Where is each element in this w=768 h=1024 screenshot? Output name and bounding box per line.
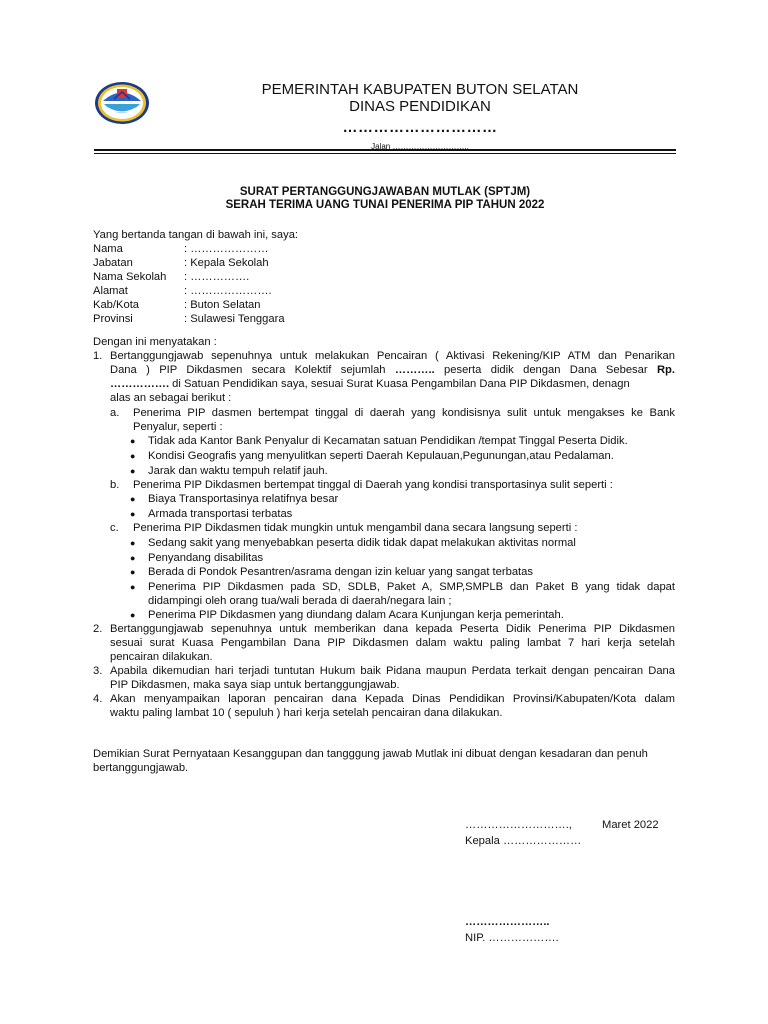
list-item: Sedang sakit yang menyebabkan peserta didik tidak dapat melakukan aktivitas normal [148, 537, 576, 549]
item1-line: alas an sebagai berikut : [110, 392, 232, 404]
identity-value: : …………………. [184, 285, 272, 297]
closing-line: bertanggungjawab. [93, 762, 189, 774]
sub-a-line: Penyalur, seperti : [133, 421, 223, 433]
amount-placeholder: ……………. [110, 378, 170, 390]
bullet-icon: ● [130, 538, 136, 548]
identity-label: Kab/Kota [93, 299, 140, 311]
sub-a-line: Penerima PIP dasmen bertempat tinggal di daerah yang kondisisnya sulit untuk mengakses ke Bank [133, 407, 675, 419]
item3-line: PIP Dikdasmen, maka saya siap untuk bertanggungjawab. [110, 679, 400, 691]
identity-row [93, 312, 285, 326]
identity-label: Jabatan [93, 257, 133, 269]
buton-selatan-emblem-logo [94, 80, 150, 126]
item2-line: pencairan dilakukan. [110, 651, 213, 663]
identity-value: : Buton Selatan [184, 299, 261, 311]
signature-place: ………………………., [465, 819, 572, 831]
currency-label: Rp. [656, 364, 675, 376]
letterhead-rule-thin [94, 153, 676, 154]
signature-role: Kepala ………………… [465, 835, 582, 847]
document-title: SURAT PERTANGGUNGJAWABAN MUTLAK (SPTJM) [239, 186, 531, 198]
list-item: Penyandang disabilitas [148, 552, 264, 564]
bullet-icon: ● [130, 451, 136, 461]
school-name-placeholder: ………………………… [342, 119, 498, 136]
identity-label: Nama [93, 243, 123, 255]
identity-row [93, 270, 249, 284]
department-name: DINAS PENDIDIKAN [349, 98, 491, 115]
identity-value: : ……………. [184, 271, 250, 283]
identity-value: : ………………… [184, 243, 269, 255]
student-count-placeholder: ……….. [394, 364, 435, 376]
identity-label: Nama Sekolah [93, 271, 167, 283]
sub-letter: b. [110, 479, 120, 491]
identity-value: : Sulawesi Tenggara [184, 313, 285, 325]
identity-row [93, 284, 272, 298]
identity-row [93, 256, 269, 270]
item1-text: Dana ) PIP Dikdasmen secara Kolektif sejumlah [110, 364, 395, 376]
item-number: 2. [93, 623, 103, 635]
signatory-name: ………………….. [465, 916, 550, 928]
item2-line: sesuai surat Kuasa Pengambilan Dana PIP Dikdasmen dalam waktu paling lambat 7 hari kerja setelah [110, 637, 675, 649]
list-item: Tidak ada Kantor Bank Penyalur di Kecamatan satuan Pendidikan /tempat Tinggal Peserta Didik. [148, 435, 628, 447]
item2-line: Bertanggungjawab sepenuhnya untuk memberikan dana kepada Peserta Didik Penerima PIP Dikdasmen [110, 623, 675, 635]
item1-line: Bertanggungjawab sepenuhnya untuk melakukan Pencairan ( Aktivasi Rekening/KIP ATM dan Penarikan [110, 350, 675, 362]
item1-text: peserta didik dengan Dana Sebesar [434, 364, 657, 376]
item3-line: Apabila dikemudian hari terjadi tuntutan Hukum baik Pidana maupun Perdata terkait dengan pencairan Dana [110, 665, 675, 677]
item1-line [110, 363, 675, 377]
list-item: Armada transportasi terbatas [148, 508, 293, 520]
bullet-icon: ● [130, 582, 136, 592]
document-subtitle: SERAH TERIMA UANG TUNAI PENERIMA PIP TAHUN 2022 [225, 199, 545, 211]
address-line: Jalan ……………………….. [371, 142, 469, 151]
item4-line: waktu paling lambat 10 ( sepuluh ) hari kerja setelah pencairan dana dilakukan. [110, 707, 503, 719]
identity-value: : Kepala Sekolah [184, 257, 269, 269]
bullet-icon: ● [130, 553, 136, 563]
list-item: Kondisi Geografis yang menyulitkan seperti Daerah Kepulauan,Pegunungan,atau Pedalaman. [148, 450, 614, 462]
bullet-icon: ● [130, 610, 136, 620]
intro-text: Yang bertanda tangan di bawah ini, saya: [93, 229, 299, 241]
bullet-icon: ● [130, 466, 136, 476]
identity-row [93, 242, 269, 256]
item-number: 3. [93, 665, 103, 677]
sub-c-line: Penerima PIP Dikdasmen tidak mungkin untuk mengambil dana secara langsung seperti : [133, 522, 578, 534]
item4-line: Akan menyampaikan laporan pencairan dana Kepada Dinas Pendidikan Provinsi/Kabupaten/Kota dalam [110, 693, 675, 705]
item-number: 4. [93, 693, 103, 705]
item1-text: di Satuan Pendidikan saya, sesuai Surat Kuasa Pengambilan Dana PIP Dikdasmen, denagn [169, 378, 630, 390]
item-number: 1. [93, 350, 103, 362]
bullet-icon: ● [130, 436, 136, 446]
signatory-nip: NIP. ………………. [465, 932, 559, 944]
bullet-icon: ● [130, 509, 136, 519]
identity-row [93, 298, 261, 312]
bullet-icon: ● [130, 567, 136, 577]
sub-letter: c. [110, 522, 119, 534]
list-item: Berada di Pondok Pesantren/asrama dengan izin keluar yang sangat terbatas [148, 566, 533, 578]
closing-line: Demikian Surat Pernyataan Kesanggupan dan tangggung jawab Mutlak ini dibuat dengan kesadaran dan penuh [93, 748, 648, 760]
list-item: Penerima PIP Dikdasmen pada SD, SDLB, Paket A, SMP,SMPLB dan Paket B yang tidak dapat [148, 581, 675, 593]
statement-intro: Dengan ini menyatakan : [93, 336, 217, 348]
list-item: Jarak dan waktu tempuh relatif jauh. [148, 465, 328, 477]
list-item: Penerima PIP Dikdasmen yang diundang dalam Acara Kunjungan kerja pemerintah. [148, 609, 564, 621]
government-name: PEMERINTAH KABUPATEN BUTON SELATAN [261, 81, 579, 98]
identity-label: Alamat [93, 285, 128, 297]
item1-line [110, 377, 675, 391]
sub-b-line: Penerima PIP Dikdasmen bertempat tinggal di Daerah yang kondisi transportasinya sulit seperti : [133, 479, 613, 491]
letterhead-rule-thick [94, 149, 676, 151]
list-item-continuation: didampingi oleh orang tua/wali berada di daerah/negara lain ; [148, 595, 452, 607]
identity-label: Provinsi [93, 313, 133, 325]
bullet-icon: ● [130, 494, 136, 504]
signature-date: Maret 2022 [602, 819, 659, 831]
sub-letter: a. [110, 407, 120, 419]
list-item: Biaya Transportasinya relatifnya besar [148, 493, 339, 505]
